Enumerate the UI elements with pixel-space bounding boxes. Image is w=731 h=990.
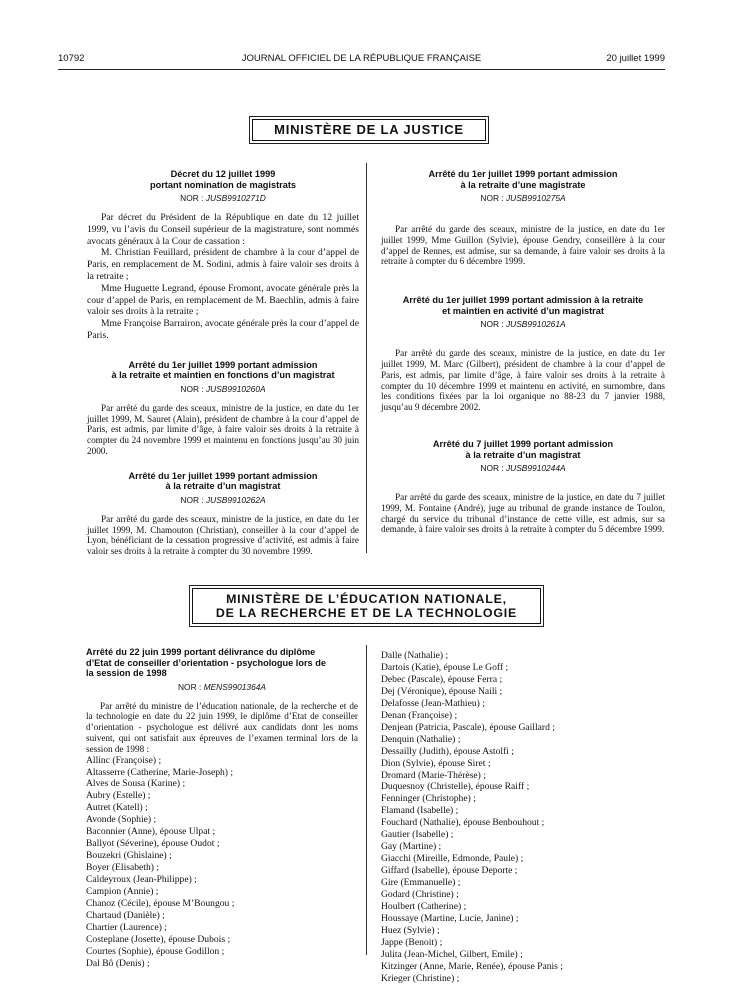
arrete-title-line1: Arrêté du 1er juillet 1999 portant admission (428, 169, 618, 179)
ministry-education-line1: MINISTÈRE DE L’ÉDUCATION NATIONALE, (226, 591, 507, 606)
list-item: Duquesnoy (Christelle), épouse Raiff ; (381, 781, 530, 793)
page-header (58, 53, 665, 67)
ministry-justice-title: MINISTÈRE DE LA JUSTICE (252, 119, 486, 141)
arrete-nor (87, 384, 359, 396)
decree-title (87, 169, 359, 190)
list-item: Krieger (Christine) ; (381, 972, 460, 984)
header-divider (58, 69, 665, 70)
arrete-paragraph: Par arrêté du garde des sceaux, ministre de la justice, en date du 1er juillet 1999, Mme Guillon (Sylvie), épouse Gendry, conseillère à la cour d’appel de Rennes, est admise, sur sa demande, à faire valoir ses droits à la retraite à compter du 6 décembre 1999. (381, 223, 665, 267)
list-item: Caldeyroux (Jean-Philippe) ; (86, 874, 197, 886)
justice-left-column (87, 169, 359, 557)
nor-code: JUSB9910262A (205, 494, 266, 505)
arrete-paragraph: Par arrêté du garde des sceaux, ministre de la justice, en date du 7 juillet 1999, M. Fontaine (André), juge au tribunal de grande instance de Toulon, chargé du service du tribunal d’instance de cette ville, est admis, sur sa demande, à faire valoir ses droits à la retraite à compter du 5 décembre 1999. (381, 491, 665, 535)
list-item: Dal Bô (Denis) ; (86, 957, 150, 969)
nor-code: JUSB9910275A (505, 193, 566, 204)
arrete-title-line2: à la retraite d’une magistrate (460, 179, 586, 190)
arrete-paragraph: Par arrêté du garde des sceaux, ministre de la justice, en date du 1er juillet 1999, M. Chamouton (Christian), conseiller à la cour d’appel de Lyon, bénéficiant de la cessation progressive d’activité, est admis à faire valoir ses droits à la retraite à compter du 30 novembre 1999. (87, 513, 359, 557)
arrete-title-line1: Arrêté du 7 juillet 1999 portant admission (432, 438, 614, 449)
education-right-column (381, 650, 665, 985)
list-item: Bouzekri (Ghislaine) ; (86, 850, 172, 862)
nor-label: NOR : (178, 681, 202, 692)
list-item: Dalle (Nathalie) ; (381, 650, 449, 661)
education-arrete-title (86, 647, 358, 679)
list-item: Delafosse (Jean-Mathieu) ; (381, 697, 485, 709)
list-item: Denjean (Patricia, Pascale), épouse Gaillard ; (381, 721, 555, 733)
decree-paragraph: Mme Françoise Barrairon, avocate générale près la cour d’appel de Paris. (87, 318, 359, 341)
arrete-title (381, 169, 665, 190)
decree-title-line2: portant nomination de magistrats (150, 179, 296, 190)
list-item: Fouchard (Nathalie), épouse Benbouhout ; (381, 817, 545, 829)
arrete-nor (381, 193, 665, 205)
list-item: Denquin (Nathalie) ; (381, 733, 461, 745)
list-item: Courtes (Sophie), épouse Godillon ; (86, 945, 225, 957)
arrete-title-line2: à la retraite d’un magistrat (165, 481, 281, 492)
list-item: Dessailly (Judith), épouse Astolfi ; (381, 745, 514, 757)
list-item: Julita (Jean-Michel, Gilbert, Emile) ; (381, 948, 523, 960)
list-item: Houlbert (Catherine) ; (381, 901, 467, 913)
arrete-title-line1: Arrêté du 1er juillet 1999 portant admission (128, 359, 318, 370)
nor-code: JUSB9910244A (505, 463, 566, 474)
nor-code: JUSB9910271D (205, 193, 266, 204)
column-divider (366, 163, 367, 553)
arrete-title-line2: à la retraite et maintien en fonctions d’un magistrat (111, 370, 335, 381)
education-title-line2: d’Etat de conseiller d’orientation - psychologue lors de (86, 657, 326, 668)
list-item: Flamand (Isabelle) ; (381, 805, 459, 817)
list-item: Huez (Sylvie) ; (381, 924, 440, 936)
nor-label: NOR : (180, 193, 204, 204)
decree-paragraph: M. Christian Feuillard, président de chambre à la cour d’appel de Paris, en remplacement de M. Sodini, admis à faire valoir ses droits à la retraite ; (87, 247, 359, 282)
arrete-title (381, 439, 665, 460)
list-item: Baconnier (Anne), épouse Ulpat ; (86, 826, 216, 838)
ministry-education-title (192, 588, 541, 624)
nor-label: NOR : (480, 463, 504, 474)
list-item: Kitzinger (Anne, Marie, Renée), épouse Panis ; (381, 960, 563, 972)
page-number: 10792 (58, 53, 85, 64)
arrete-paragraph: Par arrêté du garde des sceaux, ministre de la justice, en date du 1er juillet 1999, M. Sauret (Alain), président de chambre à la cour d’appel de Paris, est admis, par limite d’âge, à faire valoir ses droits à la retraite à compter du 24 novembre 1999 et maintenu en fonctions jusqu’au 30 juin 2000. (87, 402, 359, 456)
nor-label: NOR : (480, 319, 504, 330)
graduate-list-left (86, 755, 358, 970)
list-item: Altasserre (Catherine, Marie-Joseph) ; (86, 766, 234, 778)
list-item: Giffard (Isabelle), épouse Deporte ; (381, 865, 518, 877)
decree-paragraph: Par décret du Président de la République en date du 12 juillet 1999, vu l’avis du Conseil supérieur de la magistrature, sont nommés avocats généraux à la Cour de cassation : (87, 211, 359, 247)
list-item: Dej (Véronique), épouse Naili ; (381, 685, 503, 697)
arrete-title (381, 295, 665, 316)
nor-label: NOR : (180, 494, 204, 505)
list-item: Avonde (Sophie) ; (86, 814, 157, 826)
list-item: Gautier (Isabelle) ; (381, 829, 454, 841)
list-item: Chartaud (Danièle) ; (86, 909, 165, 921)
list-item: Boyer (Elisabeth) ; (86, 862, 159, 874)
list-item: Fenninger (Christophe) ; (381, 793, 476, 805)
list-item: Costeplane (Josette), épouse Dubois ; (86, 933, 231, 945)
list-item: Campion (Annie) ; (86, 886, 159, 898)
nor-label: NOR : (180, 383, 204, 394)
arrete-paragraph: Par arrêté du garde des sceaux, ministre de la justice, en date du 1er juillet 1999, M. Marc (Gilbert), président de chambre à la cour d’appel de Paris, est admis, par limite d’âge, à faire valoir ses droits à la retraite à compter du 10 décembre 1999 et maintenu en activité, en surnombre, dans les conditions fixées par la loi organique no 88-23 du 7 janvier 1988, jusqu’au 9 décembre 2002. (381, 348, 665, 413)
ministry-education-box (189, 585, 544, 627)
list-item: Dartois (Katie), épouse Le Goff ; (381, 661, 509, 673)
list-item: Jappe (Benoit) ; (381, 936, 443, 948)
ministry-justice-box (249, 116, 489, 144)
arrete-title-line1: Arrêté du 1er juillet 1999 portant admission (128, 470, 318, 481)
list-item: Gay (Martine) ; (381, 841, 442, 853)
arrete-title (87, 471, 359, 492)
education-title-line3: la session de 1998 (86, 668, 167, 679)
list-item: Alves de Sousa (Karine) ; (86, 778, 186, 790)
list-item: Godard (Christine) ; (381, 889, 459, 901)
decree-nor (87, 193, 359, 205)
education-title-line1: Arrêté du 22 juin 1999 portant délivrance du diplôme (86, 647, 316, 657)
list-item: Ballyot (Séverine), épouse Oudot ; (86, 838, 220, 850)
arrete-title-line2: à la retraite d’un magistrat (465, 449, 581, 460)
education-left-column (86, 647, 358, 970)
list-item: Autret (Katell) ; (86, 802, 148, 814)
nor-label: NOR : (480, 193, 504, 204)
arrete-title-line2: et maintien en activité d’un magistrat (442, 305, 604, 316)
list-item: Aubry (Estelle) ; (86, 790, 151, 802)
list-item: Allinc (Françoise) ; (86, 754, 162, 766)
arrete-nor (381, 319, 665, 331)
nor-code: MENS9901364A (203, 681, 266, 692)
list-item: Dromard (Marie-Thérèse) ; (381, 769, 486, 781)
arrete-nor (381, 463, 665, 475)
decree-title-line1: Décret du 12 juillet 1999 (170, 169, 276, 179)
decree-paragraph: Mme Huguette Legrand, épouse Fromont, avocate générale près la cour d’appel de Paris, en remplacement de M. Baechlin, admis à faire valoir ses droits à la retraite ; (87, 282, 359, 318)
graduate-list-right (381, 650, 665, 985)
arrete-title (87, 360, 359, 381)
list-item: Giacchi (Mireille, Edmonde, Paule) ; (381, 853, 524, 865)
column-divider (366, 645, 367, 955)
list-item: Gire (Emmanuelle) ; (381, 877, 461, 889)
nor-code: JUSB9910260A (205, 383, 266, 394)
justice-right-column (381, 169, 665, 535)
education-paragraph: Par arrêté du ministre de l’éducation nationale, de la recherche et de la technologie en date du 22 juin 1999, le diplôme d’Etat de conseiller d’orientation - psychologue est délivré aux candidats dont les noms suivent, qui ont satisfait aux épreuves de l’examen terminal lors de la session de 1998 : (86, 700, 358, 754)
list-item: Denan (Françoise) ; (381, 709, 458, 721)
list-item: Dion (Sylvie), épouse Siret ; (381, 757, 491, 769)
arrete-title-line1: Arrêté du 1er juillet 1999 portant admission à la retraite (402, 295, 644, 306)
ministry-education-line2: DE LA RECHERCHE ET DE LA TECHNOLOGIE (215, 606, 518, 620)
list-item: Houssaye (Martine, Lucie, Janine) ; (381, 912, 519, 924)
journal-title: JOURNAL OFFICIEL DE LA RÉPUBLIQUE FRANÇAISE (241, 53, 482, 64)
arrete-nor (87, 495, 359, 507)
list-item: Chartier (Laurence) ; (86, 921, 167, 933)
list-item: Debec (Pascale), épouse Ferra ; (381, 673, 503, 685)
education-nor (86, 682, 358, 694)
nor-code: JUSB9910261A (505, 319, 566, 330)
list-item: Chanoz (Cécile), épouse M’Boungou ; (86, 898, 235, 909)
issue-date: 20 juillet 1999 (606, 53, 665, 64)
